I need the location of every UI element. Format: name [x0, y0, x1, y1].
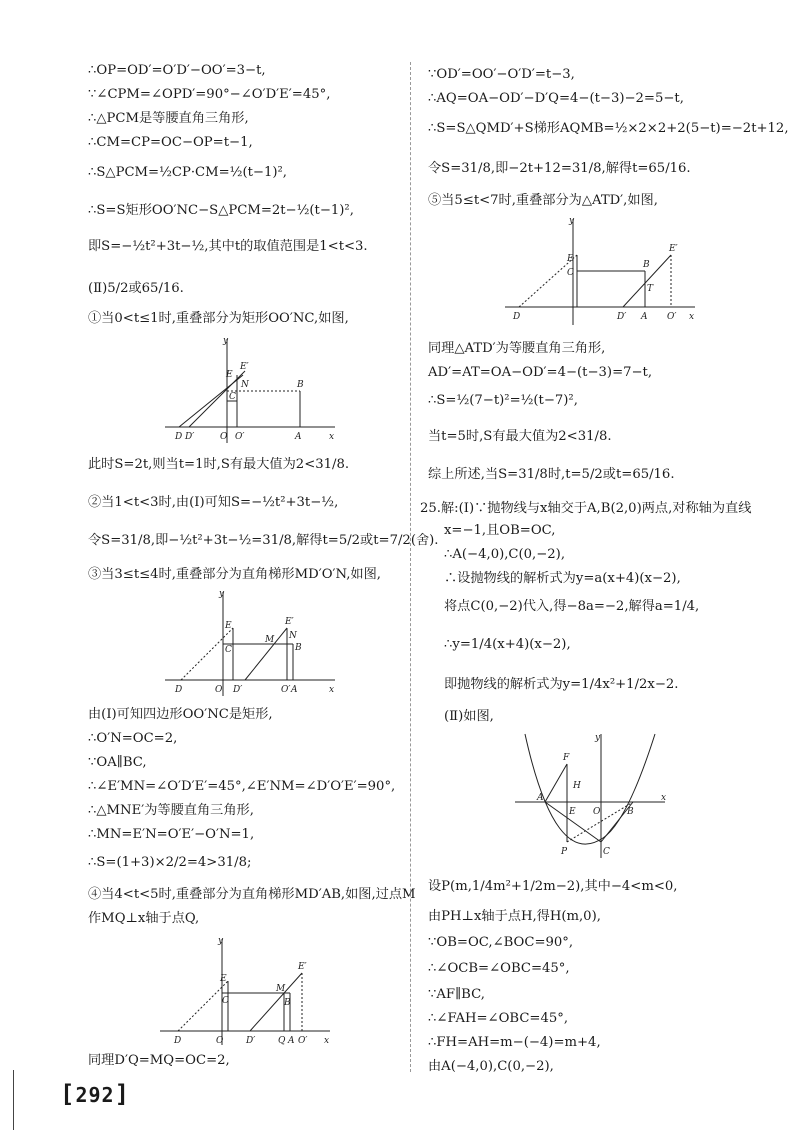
fig-label: O [220, 432, 228, 442]
figure-4 [505, 215, 705, 327]
text-line: ∵OD′=OO′−O′D′=t−3, [428, 67, 575, 82]
fig-label: A [295, 432, 302, 442]
fig-label: B [643, 260, 650, 270]
fig-label: M [265, 635, 275, 645]
text-line: ∵AF∥BC, [428, 987, 485, 1002]
fig-label: y [595, 733, 601, 743]
text-line: AD′=AT=OA−OD′=4−(t−3)=7−t, [428, 365, 653, 380]
text-line: ②当1<t<3时,由(Ⅰ)可知S=−½t²+3t−½, [88, 495, 339, 510]
text-line: 同理D′Q=MQ=OC=2, [88, 1053, 230, 1068]
text-line: ∴A(−4,0),C(0,−2), [444, 547, 566, 562]
fig-label: D [513, 312, 521, 322]
fig-label: C [229, 392, 236, 402]
fig-label: N [289, 631, 297, 641]
fig-label: E′ [285, 617, 294, 627]
text-line: x=−1,且OB=OC, [444, 523, 556, 538]
fig-label: E′ [669, 244, 678, 254]
fig-label: A [641, 312, 648, 322]
fig-label: x [661, 793, 667, 803]
text-line: ∴CM=CP=OC−OP=t−1, [88, 135, 253, 150]
fig-label: D′ [617, 312, 627, 322]
fig-label: M [276, 984, 286, 994]
fig-label: C [567, 268, 574, 278]
text-line: (Ⅱ)如图, [444, 709, 494, 724]
text-line: ∴设抛物线的解析式为y=a(x+4)(x−2), [444, 571, 681, 586]
fig-label: C [603, 847, 610, 857]
fig-label: F [563, 753, 570, 763]
fig-label: Q [278, 1036, 286, 1046]
fig-label: P [561, 847, 568, 857]
fig-label: D′ [246, 1036, 256, 1046]
figure-3 [160, 935, 340, 1047]
fig-label: B [284, 998, 291, 1008]
text-line: ∵OA∥BC, [88, 755, 147, 770]
text-line: ∴AQ=OA−OD′−D′Q=4−(t−3)−2=5−t, [428, 91, 684, 106]
fig-label: H [573, 781, 581, 791]
text-line: 即S=−½t²+3t−½,其中t的取值范围是1<t<3. [88, 239, 368, 254]
fig-label: O′ [281, 685, 291, 695]
fig-label: A [288, 1036, 295, 1046]
fig-label: E [225, 621, 232, 631]
text-line: ①当0<t≤1时,重叠部分为矩形OO′NC,如图, [88, 311, 349, 326]
fig-label: O′ [298, 1036, 308, 1046]
fig-label: D [174, 1036, 182, 1046]
text-line: ∴S=S矩形OO′NC−S△PCM=2t−½(t−1)², [88, 203, 354, 218]
text-line: ∴OP=OD′=O′D′−OO′=3−t, [88, 63, 266, 78]
fig-label: x [324, 1036, 330, 1046]
text-line: ∵∠CPM=∠OPD′=90°−∠O′D′E′=45°, [88, 87, 331, 102]
fig-label: D′ [185, 432, 195, 442]
fig-label: E [569, 807, 576, 817]
fig-label: D′ [233, 685, 243, 695]
text-line: ⑤当5≤t<7时,重叠部分为△ATD′,如图, [428, 193, 658, 208]
text-line: 设P(m,1/4m²+1/2m−2),其中−4<m<0, [428, 879, 678, 894]
text-line: (Ⅱ)5/2或65/16. [88, 281, 184, 296]
fig-label: y [223, 336, 229, 346]
text-line: 将点C(0,−2)代入,得−8a=−2,解得a=1/4, [444, 599, 700, 614]
fig-label: A [537, 793, 544, 803]
fig-label: B [297, 380, 304, 390]
text-line: ③当3≤t≤4时,重叠部分为直角梯形MD′O′N,如图, [88, 567, 381, 582]
column-divider [410, 62, 412, 1072]
text-line: ∴△MNE′为等腰直角三角形, [88, 803, 254, 818]
text-line: 令S=31/8,即−2t+12=31/8,解得t=65/16. [428, 161, 691, 176]
fig-label: B [295, 643, 302, 653]
page-number: [292] [60, 1080, 131, 1108]
figure-5 [515, 730, 675, 860]
text-line: ∴S△PCM=½CP·CM=½(t−1)², [88, 165, 287, 180]
fig-label: y [218, 936, 224, 946]
text-line: 作MQ⊥x轴于点Q, [88, 911, 200, 926]
fig-label: D [175, 432, 183, 442]
fig-label: E [226, 370, 233, 380]
fig-label: x [329, 685, 335, 695]
fig-label: O′ [667, 312, 677, 322]
text-line: ∴∠OCB=∠OBC=45°, [428, 961, 570, 976]
text-line: ∴O′N=OC=2, [88, 731, 178, 746]
text-line: ∴∠E′MN=∠O′D′E′=45°,∠E′NM=∠D′O′E′=90°, [88, 779, 396, 794]
fig-label: E′ [298, 962, 307, 972]
text-line: ∴∠FAH=∠OBC=45°, [428, 1011, 569, 1026]
text-line: 同理△ATD′为等腰直角三角形, [428, 341, 606, 356]
fig-label: C [222, 996, 229, 1006]
text-line: 综上所述,当S=31/8时,t=5/2或t=65/16. [428, 467, 675, 482]
margin-rule [13, 1070, 14, 1130]
fig-label: x [329, 432, 335, 442]
fig-label: y [219, 589, 225, 599]
fig-label: B [627, 807, 634, 817]
text-line: 令S=31/8,即−½t²+3t−½=31/8,解得t=5/2或t=7/2(舍). [88, 533, 439, 548]
fig-label: A [291, 685, 298, 695]
fig-label: O [593, 807, 601, 817]
text-line: 由PH⊥x轴于点H,得H(m,0), [428, 909, 601, 924]
fig-label: E [220, 974, 227, 984]
fig-label: O′ [235, 432, 245, 442]
text-line: ∵OB=OC,∠BOC=90°, [428, 935, 574, 950]
figure-2 [165, 588, 345, 698]
fig-label: E [567, 254, 574, 264]
fig-label: O [215, 685, 223, 695]
text-line: ∴S=½(7−t)²=½(t−7)², [428, 393, 578, 408]
figure-1 [165, 335, 345, 445]
fig-label: y [569, 216, 575, 226]
fig-label: C [225, 645, 232, 655]
text-line: ∴S=S△QMD′+S梯形AQMB=½×2×2+2(5−t)=−2t+12, [428, 121, 789, 136]
text-line: ∴△PCM是等腰直角三角形, [88, 111, 249, 126]
fig-label: O [216, 1036, 224, 1046]
text-line: ∴S=(1+3)×2/2=4>31/8; [88, 855, 252, 870]
text-line: ∴MN=E′N=O′E′−O′N=1, [88, 827, 255, 842]
fig-label: x [689, 312, 695, 322]
text-line: 当t=5时,S有最大值为2<31/8. [428, 429, 612, 444]
text-line: 由A(−4,0),C(0,−2), [428, 1059, 554, 1074]
page-number-value: 292 [75, 1083, 115, 1107]
text-line: 25.解:(Ⅰ)∵抛物线与x轴交于A,B(2,0)两点,对称轴为直线 [420, 501, 752, 516]
text-line: 此时S=2t,则当t=1时,S有最大值为2<31/8. [88, 457, 350, 472]
text-line: 即抛物线的解析式为y=1/4x²+1/2x−2. [444, 677, 679, 692]
fig-label: T [647, 284, 654, 294]
text-line: ∴y=1/4(x+4)(x−2), [444, 637, 571, 652]
text-line: ∴FH=AH=m−(−4)=m+4, [428, 1035, 601, 1050]
fig-label: D [175, 685, 183, 695]
text-line: 由(Ⅰ)可知四边形OO′NC是矩形, [88, 707, 273, 722]
text-line: ④当4<t<5时,重叠部分为直角梯形MD′AB,如图,过点M [88, 887, 416, 902]
fig-label: E′ [240, 362, 249, 372]
fig-label: N [241, 380, 249, 390]
